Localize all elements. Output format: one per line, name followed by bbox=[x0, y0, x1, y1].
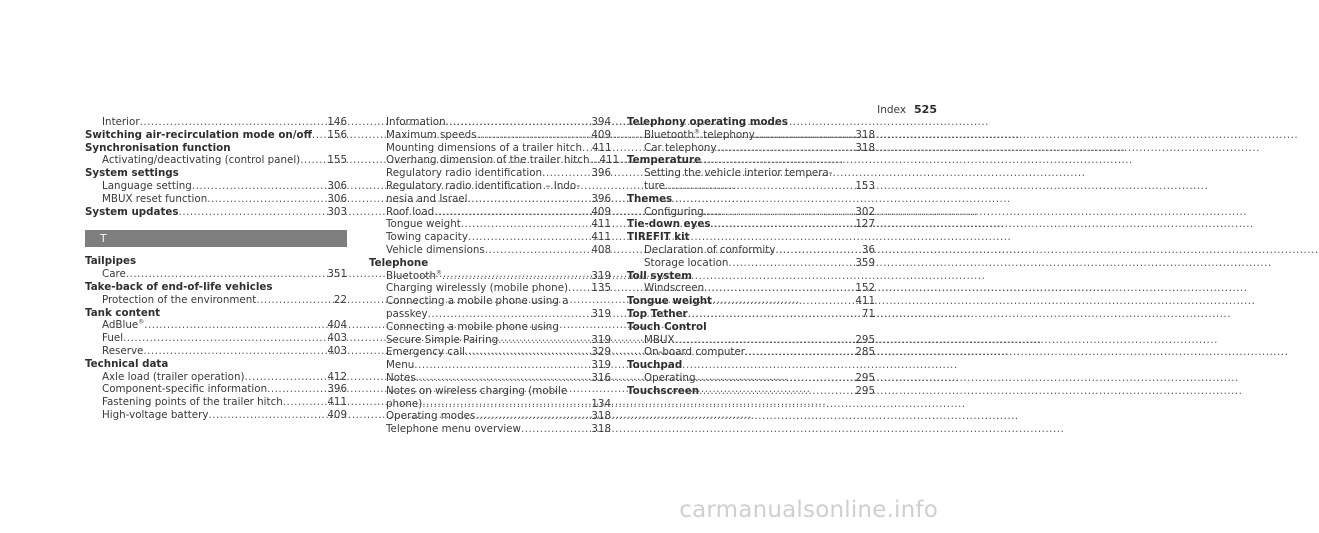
entry-text: Bluetooth bbox=[386, 269, 436, 282]
index-heading: Telephony operating modes bbox=[627, 116, 789, 128]
dot-leader bbox=[728, 257, 849, 270]
page-reference: 396 bbox=[327, 383, 347, 396]
entry-text: Tongue weight bbox=[627, 295, 712, 308]
page-reference: 318 bbox=[855, 128, 875, 141]
dot-leader bbox=[521, 423, 585, 436]
entry-text: MBUX reset function bbox=[102, 192, 208, 205]
index-entry bbox=[85, 396, 347, 409]
index-entry-line: Notes on wireless charging (mobile bbox=[386, 384, 568, 397]
index-entry bbox=[627, 282, 875, 295]
page-reference: 146 bbox=[327, 116, 347, 128]
entry-text: Storage location bbox=[644, 256, 729, 269]
index-entry bbox=[369, 218, 611, 231]
index-heading-entry bbox=[627, 295, 875, 308]
entry-text: Towing capacity bbox=[386, 231, 468, 244]
page-reference: 409 bbox=[591, 205, 611, 218]
dot-leader bbox=[434, 206, 585, 219]
page-reference: 302 bbox=[855, 205, 875, 218]
entry-text: Vehicle dimensions bbox=[386, 243, 485, 256]
index-entry bbox=[627, 129, 875, 142]
dot-leader bbox=[414, 359, 585, 372]
page-reference: 316 bbox=[591, 371, 611, 384]
index-heading: Telephone bbox=[369, 256, 429, 269]
index-heading: Temperature bbox=[627, 154, 702, 167]
entry-text: Secure Simple Pairing bbox=[386, 333, 499, 346]
page-reference: 411 bbox=[327, 396, 347, 409]
page-reference: 351 bbox=[327, 268, 347, 281]
index-entry bbox=[369, 334, 611, 347]
page-reference: 295 bbox=[855, 333, 875, 346]
index-entry bbox=[85, 268, 347, 281]
index-entry bbox=[85, 116, 347, 129]
dot-leader bbox=[192, 180, 322, 193]
page-reference: 134 bbox=[591, 397, 611, 410]
dot-leader bbox=[712, 295, 849, 308]
dot-leader bbox=[704, 282, 849, 295]
page-reference: 306 bbox=[327, 192, 347, 205]
page-reference: 319 bbox=[591, 307, 611, 320]
page-reference: 412 bbox=[327, 370, 347, 383]
entry-text: Protection of the environment bbox=[102, 293, 257, 306]
page-reference: 135 bbox=[591, 282, 611, 295]
index-heading-entry bbox=[627, 385, 875, 398]
dot-leader bbox=[422, 398, 585, 411]
entry-text: Top Tether bbox=[627, 307, 688, 320]
page-number: 525 bbox=[914, 103, 937, 116]
index-entry bbox=[369, 410, 611, 423]
index-heading: Tank content bbox=[85, 306, 161, 319]
column-1-top-entries bbox=[85, 116, 347, 218]
dot-leader bbox=[312, 129, 321, 142]
dot-leader bbox=[675, 334, 850, 347]
page-reference: 22 bbox=[333, 293, 347, 306]
entry-text: nesia and Israel bbox=[386, 192, 468, 205]
index-entry bbox=[369, 359, 611, 372]
page-reference: 394 bbox=[591, 116, 611, 128]
index-entry bbox=[627, 346, 875, 359]
index-heading: Toll system bbox=[627, 269, 692, 282]
dot-leader bbox=[775, 244, 856, 257]
index-heading: System settings bbox=[85, 167, 179, 180]
index-heading-entry bbox=[627, 308, 875, 321]
page-reference: 156 bbox=[327, 128, 347, 141]
page-reference: 306 bbox=[327, 179, 347, 192]
dot-leader bbox=[144, 319, 321, 332]
page-reference: 295 bbox=[855, 371, 875, 384]
index-entry bbox=[627, 257, 875, 270]
index-entry bbox=[369, 206, 611, 219]
page-reference: 409 bbox=[327, 408, 347, 421]
dot-leader bbox=[485, 244, 586, 257]
dot-leader bbox=[688, 308, 856, 321]
index-column-2 bbox=[369, 116, 620, 436]
dot-leader bbox=[498, 334, 585, 347]
entry-text: Information bbox=[386, 116, 446, 128]
page-reference: 303 bbox=[327, 205, 347, 218]
index-entry bbox=[85, 383, 347, 396]
dot-leader bbox=[695, 372, 849, 385]
index-entry bbox=[627, 334, 875, 347]
entry-text: Activating/deactivating (control panel) bbox=[102, 154, 301, 167]
index-entry bbox=[369, 142, 611, 155]
page-reference: 319 bbox=[591, 333, 611, 346]
index-heading: Technical data bbox=[85, 357, 169, 370]
entry-text: Windscreen bbox=[644, 282, 705, 295]
page-reference: 411 bbox=[599, 154, 620, 167]
index-heading: Touch Control bbox=[627, 320, 707, 333]
page-reference: 403 bbox=[327, 344, 347, 357]
page-reference: 318 bbox=[591, 410, 611, 423]
index-heading-entry bbox=[85, 206, 347, 219]
dot-leader bbox=[143, 345, 321, 358]
index-entry bbox=[85, 409, 347, 422]
dot-leader bbox=[300, 154, 321, 167]
letter-section-bar: T bbox=[85, 230, 347, 247]
entry-text: Overhang dimension of the trailer hitch bbox=[386, 154, 590, 167]
entry-text: AdBlue bbox=[102, 319, 139, 332]
index-entry-line: Connecting a mobile phone using bbox=[386, 320, 559, 333]
entry-text: Configuring bbox=[644, 205, 704, 218]
dot-leader bbox=[699, 385, 849, 398]
section-label: Index bbox=[877, 104, 907, 116]
dot-leader bbox=[467, 193, 585, 206]
index-entry-line: Connecting a mobile phone using a bbox=[386, 295, 569, 308]
index-entry bbox=[85, 319, 347, 332]
index-entry bbox=[369, 270, 611, 283]
entry-text: Operating modes bbox=[386, 410, 476, 423]
entry-text: Charging wirelessly (mobile phone) bbox=[386, 282, 569, 295]
page-reference: 411 bbox=[591, 218, 611, 231]
dot-leader bbox=[665, 180, 849, 193]
index-entry bbox=[627, 206, 875, 219]
index-entry-line: Setting the vehicle interior tempera- bbox=[644, 167, 833, 180]
index-entry bbox=[369, 282, 611, 295]
entry-text: Touchscreen bbox=[627, 384, 700, 397]
index-entry-line: Regulatory radio identification – Indo- bbox=[386, 179, 581, 192]
dot-leader bbox=[461, 218, 586, 231]
index-entry bbox=[369, 398, 611, 411]
entry-text: Tongue weight bbox=[386, 218, 461, 231]
index-entry bbox=[85, 371, 347, 384]
watermark: carmanualsonline.info bbox=[679, 497, 938, 523]
page-reference: 411 bbox=[591, 231, 611, 244]
index-heading: Themes bbox=[627, 192, 673, 205]
page-reference: 153 bbox=[855, 179, 875, 192]
index-entry bbox=[627, 244, 875, 257]
dot-leader bbox=[245, 371, 322, 384]
page-reference: 36 bbox=[861, 243, 875, 256]
dot-leader bbox=[207, 193, 321, 206]
dot-leader bbox=[283, 396, 322, 409]
page-header bbox=[877, 103, 937, 116]
index-entry bbox=[85, 154, 347, 167]
index-entry bbox=[85, 294, 347, 307]
index-heading: Touchpad bbox=[627, 359, 683, 372]
index-entry bbox=[85, 180, 347, 193]
dot-leader bbox=[140, 116, 322, 129]
page-reference: 396 bbox=[591, 167, 611, 180]
page-reference: 71 bbox=[861, 307, 875, 320]
page-reference: 411 bbox=[855, 295, 875, 308]
dot-leader bbox=[711, 218, 850, 231]
index-heading: Synchronisation function bbox=[85, 141, 231, 154]
dot-leader bbox=[568, 282, 585, 295]
dot-leader bbox=[126, 268, 322, 281]
entry-text: Regulatory radio identification bbox=[386, 167, 543, 180]
index-entry bbox=[369, 423, 611, 436]
page-reference: 359 bbox=[855, 256, 875, 269]
registered-mark: ® bbox=[138, 318, 145, 326]
index-column-3 bbox=[627, 116, 875, 398]
entry-text: Component-specific information bbox=[102, 383, 268, 396]
entry-text: On-board computer bbox=[644, 346, 746, 359]
entry-text: Notes bbox=[386, 371, 416, 384]
entry-text: System updates bbox=[85, 205, 179, 218]
entry-text: Mounting dimensions of a trailer hitch bbox=[386, 141, 582, 154]
index-heading-entry bbox=[627, 218, 875, 231]
index-entry bbox=[369, 372, 611, 385]
entry-text: Bluetooth bbox=[644, 128, 694, 141]
entry-text: Menu bbox=[386, 359, 415, 372]
dot-leader bbox=[745, 346, 849, 359]
page-reference: 404 bbox=[327, 319, 347, 332]
column-1-bottom-entries bbox=[85, 255, 347, 421]
entry-text: Tie-down eyes bbox=[627, 218, 711, 231]
dot-leader bbox=[428, 308, 586, 321]
entry-text: Care bbox=[102, 268, 126, 281]
dot-leader bbox=[256, 294, 328, 307]
dot-leader bbox=[468, 231, 585, 244]
dot-leader bbox=[542, 167, 585, 180]
index-entry bbox=[627, 372, 875, 385]
index-column-1 bbox=[85, 116, 347, 422]
index-entry bbox=[85, 332, 347, 345]
page-reference: 295 bbox=[855, 384, 875, 397]
dot-leader bbox=[267, 383, 321, 396]
entry-text: Axle load (trailer operation) bbox=[102, 370, 245, 383]
dot-leader bbox=[416, 372, 586, 385]
entry-text: Fastening points of the trailer hitch bbox=[102, 396, 283, 409]
dot-leader bbox=[465, 346, 585, 359]
entry-text: Fuel bbox=[102, 332, 124, 345]
page-reference: 409 bbox=[591, 128, 611, 141]
dot-leader bbox=[717, 142, 850, 155]
index-entry bbox=[369, 167, 611, 180]
page-reference: 318 bbox=[591, 423, 611, 436]
page-reference: 318 bbox=[855, 141, 875, 154]
index-entry bbox=[369, 193, 611, 206]
dot-leader bbox=[704, 206, 850, 219]
dot-leader bbox=[179, 206, 322, 219]
entry-text: Switching air-recirculation mode on/off bbox=[85, 128, 312, 141]
index-entry bbox=[85, 193, 347, 206]
page-reference: 329 bbox=[591, 346, 611, 359]
index-entry bbox=[85, 345, 347, 358]
registered-mark: ® bbox=[694, 128, 700, 136]
dot-leader bbox=[475, 410, 585, 423]
page-reference: 319 bbox=[591, 269, 611, 282]
entry-text: Telephone menu overview bbox=[386, 423, 521, 436]
entry-text: MBUX bbox=[644, 333, 675, 346]
index-entry bbox=[627, 180, 875, 193]
page-reference: 408 bbox=[591, 243, 611, 256]
index-entry bbox=[369, 231, 611, 244]
index-heading-entry bbox=[85, 129, 347, 142]
dot-leader bbox=[442, 270, 585, 283]
index-entry bbox=[369, 129, 611, 142]
entry-text: phone) bbox=[386, 397, 423, 410]
dot-leader bbox=[446, 116, 586, 129]
entry-text: Language setting bbox=[102, 179, 192, 192]
index-heading: Take-back of end-of-life vehicles bbox=[85, 280, 273, 293]
entry-text: Interior bbox=[102, 116, 140, 128]
entry-text: Maximum speeds bbox=[386, 128, 477, 141]
index-entry bbox=[369, 116, 611, 129]
entry-text-tail: telephony bbox=[700, 128, 755, 141]
page-reference: 396 bbox=[591, 192, 611, 205]
dot-leader bbox=[123, 332, 321, 345]
page-reference: 127 bbox=[855, 218, 875, 231]
entry-text: Reserve bbox=[102, 344, 144, 357]
page-reference: 319 bbox=[591, 359, 611, 372]
dot-leader bbox=[208, 409, 321, 422]
index-heading: TIREFIT kit bbox=[627, 231, 690, 244]
entry-text: Operating bbox=[644, 371, 696, 384]
page-reference: 285 bbox=[855, 346, 875, 359]
index-heading: Tailpipes bbox=[85, 255, 137, 268]
page-reference: 152 bbox=[855, 282, 875, 295]
index-entry bbox=[369, 244, 611, 257]
dot-leader bbox=[755, 129, 850, 142]
entry-text: Declaration of conformity bbox=[644, 243, 776, 256]
page-reference: 155 bbox=[327, 154, 347, 167]
dot-leader bbox=[476, 129, 585, 142]
entry-text: Roof load bbox=[386, 205, 435, 218]
entry-text: passkey bbox=[386, 307, 428, 320]
entry-text: High-voltage battery bbox=[102, 408, 209, 421]
index-entry bbox=[627, 142, 875, 155]
index-entry bbox=[369, 308, 611, 321]
page-reference: 403 bbox=[327, 332, 347, 345]
registered-mark: ® bbox=[436, 269, 442, 277]
page-reference: 411 bbox=[591, 141, 612, 154]
entry-text: ture bbox=[644, 179, 665, 192]
index-entry bbox=[369, 346, 611, 359]
index-entry bbox=[369, 154, 620, 167]
entry-text: Car telephony bbox=[644, 141, 717, 154]
entry-text: Emergency call bbox=[386, 346, 466, 359]
